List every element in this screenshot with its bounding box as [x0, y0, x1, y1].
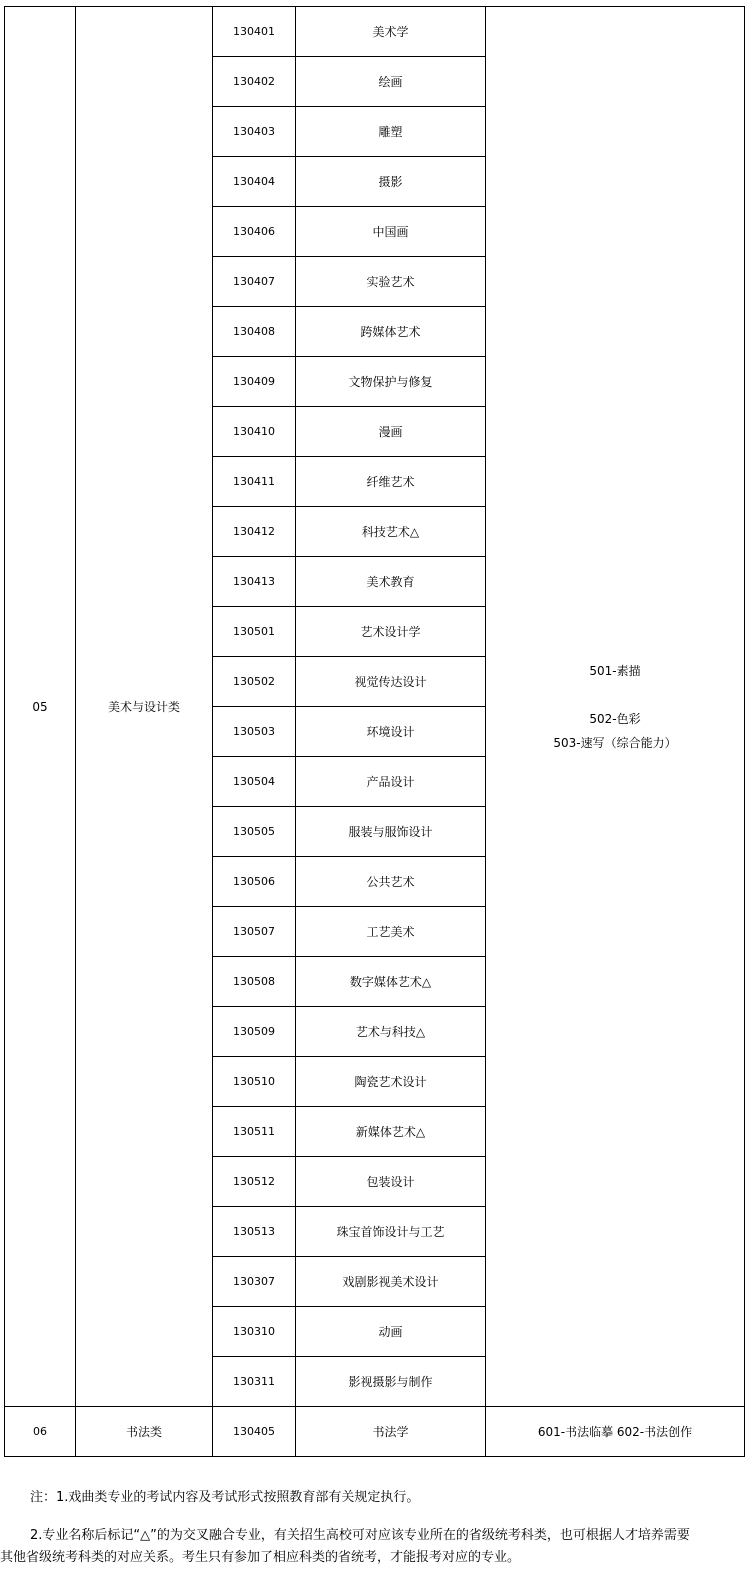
major-name: 美术教育	[296, 557, 486, 607]
major-code: 130403	[213, 107, 296, 157]
exam-subjects-cell	[486, 7, 745, 1407]
major-code: 130409	[213, 357, 296, 407]
major-name: 包装设计	[296, 1157, 486, 1207]
major-code: 130405	[213, 1407, 296, 1457]
major-name: 漫画	[296, 407, 486, 457]
major-code: 130502	[213, 657, 296, 707]
major-name: 文物保护与修复	[296, 357, 486, 407]
major-name: 书法学	[296, 1407, 486, 1457]
exam-subject: 503-速写（综合能力）	[553, 735, 677, 750]
major-name: 产品设计	[296, 757, 486, 807]
major-name: 数字媒体艺术△	[296, 957, 486, 1007]
major-name: 服装与服饰设计	[296, 807, 486, 857]
major-code: 130501	[213, 607, 296, 657]
major-code: 130508	[213, 957, 296, 1007]
note-2-continued: 其他省级统考科类的对应关系。考生只有参加了相应科类的省统考，才能报考对应的专业。	[0, 1550, 521, 1565]
exam-subject: 502-色彩	[589, 711, 641, 726]
major-code: 130503	[213, 707, 296, 757]
major-code: 130310	[213, 1307, 296, 1357]
major-code: 130401	[213, 7, 296, 57]
major-name: 跨媒体艺术	[296, 307, 486, 357]
major-code: 130410	[213, 407, 296, 457]
major-code: 130412	[213, 507, 296, 557]
major-code: 130505	[213, 807, 296, 857]
major-code: 130506	[213, 857, 296, 907]
major-code: 130507	[213, 907, 296, 957]
major-name: 艺术设计学	[296, 607, 486, 657]
major-name: 工艺美术	[296, 907, 486, 957]
major-name: 实验艺术	[296, 257, 486, 307]
major-name: 陶瓷艺术设计	[296, 1057, 486, 1107]
major-code: 130413	[213, 557, 296, 607]
category-name: 美术与设计类	[76, 7, 213, 1407]
major-name: 纤维艺术	[296, 457, 486, 507]
major-name: 美术学	[296, 7, 486, 57]
exam-subjects	[486, 659, 744, 755]
major-name: 戏剧影视美术设计	[296, 1257, 486, 1307]
major-code: 130509	[213, 1007, 296, 1057]
major-code: 130311	[213, 1357, 296, 1407]
major-name: 艺术与科技△	[296, 1007, 486, 1057]
major-code: 130406	[213, 207, 296, 257]
major-code: 130510	[213, 1057, 296, 1107]
major-name: 环境设计	[296, 707, 486, 757]
category-seq: 06	[5, 1407, 76, 1457]
major-code: 130513	[213, 1207, 296, 1257]
major-code: 130511	[213, 1107, 296, 1157]
major-name: 新媒体艺术△	[296, 1107, 486, 1157]
major-name: 视觉传达设计	[296, 657, 486, 707]
major-code: 130402	[213, 57, 296, 107]
note-2: 2.专业名称后标记“△”的为交叉融合专业，有关招生高校可对应该专业所在的省级统考科类，也可根据人才培养需要	[30, 1528, 690, 1543]
major-code: 130504	[213, 757, 296, 807]
major-code: 130408	[213, 307, 296, 357]
major-name: 公共艺术	[296, 857, 486, 907]
major-name: 动画	[296, 1307, 486, 1357]
note-1: 注：1.戏曲类专业的考试内容及考试形式按照教育部有关规定执行。	[30, 1490, 420, 1505]
major-exam-table	[4, 6, 745, 1457]
table-body	[5, 7, 745, 1457]
major-code: 130404	[213, 157, 296, 207]
spacer	[486, 683, 744, 707]
major-code: 130512	[213, 1157, 296, 1207]
table-row	[5, 7, 745, 57]
major-name: 珠宝首饰设计与工艺	[296, 1207, 486, 1257]
category-name: 书法类	[76, 1407, 213, 1457]
major-name: 中国画	[296, 207, 486, 257]
major-code: 130411	[213, 457, 296, 507]
major-name: 雕塑	[296, 107, 486, 157]
table-row	[5, 1407, 745, 1457]
major-name: 摄影	[296, 157, 486, 207]
major-name: 科技艺术△	[296, 507, 486, 557]
major-name: 影视摄影与制作	[296, 1357, 486, 1407]
exam-subjects: 601-书法临摹 602-书法创作	[486, 1407, 745, 1457]
category-seq: 05	[5, 7, 76, 1407]
major-name: 绘画	[296, 57, 486, 107]
major-code: 130307	[213, 1257, 296, 1307]
exam-subject: 501-素描	[589, 663, 641, 678]
major-code: 130407	[213, 257, 296, 307]
